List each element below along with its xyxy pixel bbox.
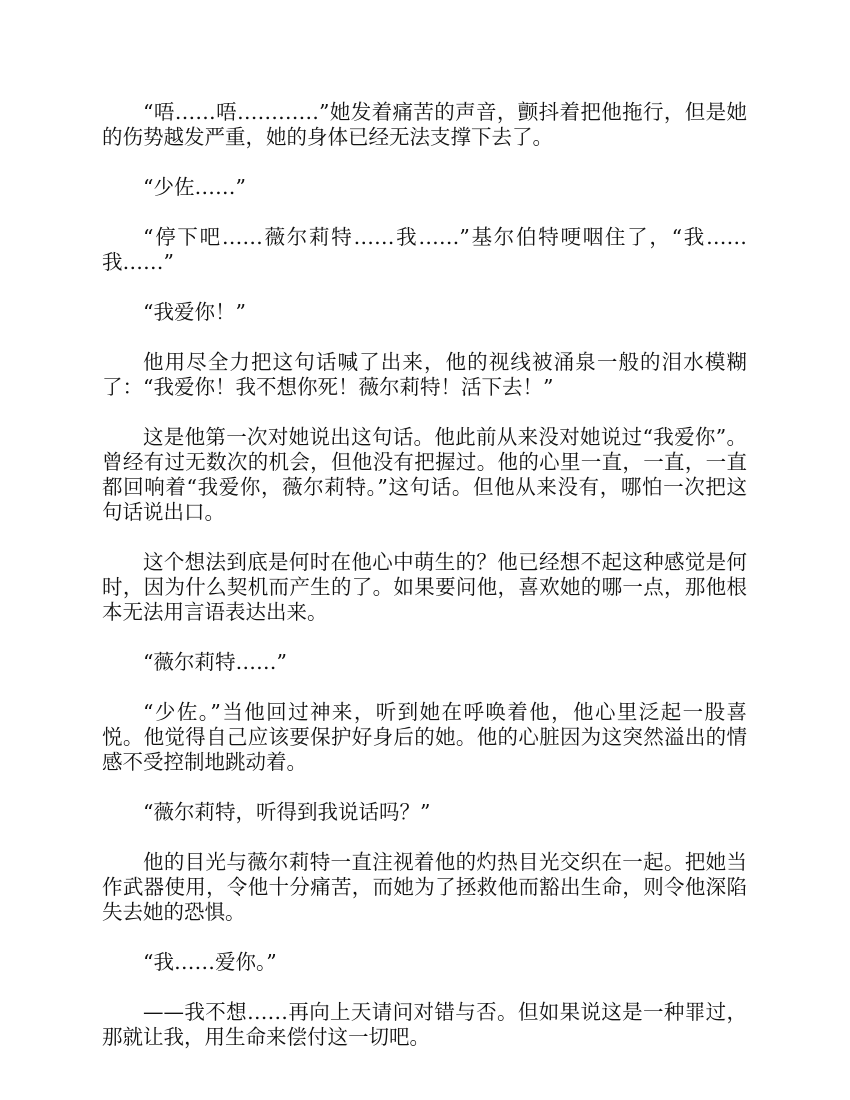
paragraph: 这个想法到底是何时在他心中萌生的？他已经想不起这种感觉是何时，因为什么契机而产生的了。如果要问他，喜欢她的哪一点，那他根本无法用言语表达出来。: [102, 550, 747, 624]
paragraph: “薇尔莉特……”: [143, 650, 287, 674]
document-body: [102, 100, 747, 1075]
paragraph: ——我不想……再向上天请问对错与否。但如果说这是一种罪过，那就让我，用生命来偿付这一切吧。: [102, 1000, 747, 1049]
paragraph: “我……爱你。”: [143, 950, 277, 974]
paragraph: “我爱你！”: [143, 300, 246, 324]
paragraph: “停下吧……薇尔莉特……我……”基尔伯特哽咽住了，“我……我……”: [102, 225, 747, 274]
paragraph: “少佐。”当他回过神来，听到她在呼唤着他，他心里泛起一股喜悦。他觉得自己应该要保护好身后的她。他的心脏因为这突然溢出的情感不受控制地跳动着。: [102, 700, 747, 774]
paragraph: “唔……唔…………”她发着痛苦的声音，颤抖着把他拖行，但是她的伤势越发严重，她的身体已经无法支撑下去了。: [102, 100, 747, 149]
paragraph: 他用尽全力把这句话喊了出来，他的视线被涌泉一般的泪水模糊了：“我爱你！我不想你死！薇尔莉特！活下去！”: [102, 350, 747, 399]
paragraph: 他的目光与薇尔莉特一直注视着他的灼热目光交织在一起。把她当作武器使用，令他十分痛苦，而她为了拯救他而豁出生命，则令他深陷失去她的恐惧。: [102, 850, 747, 924]
paragraph: “薇尔莉特，听得到我说话吗？”: [143, 800, 431, 824]
paragraph: 这是他第一次对她说出这句话。他此前从来没对她说过“我爱你”。曾经有过无数次的机会，但他没有把握过。他的心里一直，一直，一直都回响着“我爱你，薇尔莉特。”这句话。但他从来没有，哪怕一次把这句话说出口。: [102, 425, 747, 524]
paragraph: “少佐……”: [143, 175, 246, 199]
